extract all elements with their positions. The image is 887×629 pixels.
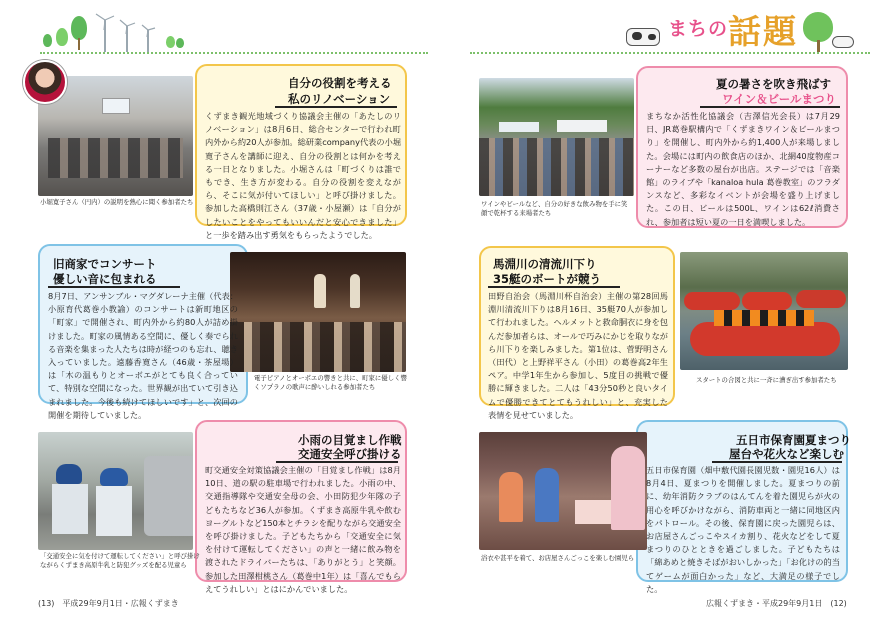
article-photo	[38, 432, 193, 550]
section-title-prefix: まちの	[668, 18, 729, 40]
article-kicker: 自分の役割を考える	[288, 76, 392, 90]
article-body: 8月7日、アンサンブル・マグダレーナ主催（代表：小原育代葛巻小教諭）のコンサートは新町地区の「町家」で開催され、町内外から約80人が詰め掛けました。町家の風情ある空間に、優しく奏でられる音楽を集まった人たちは時が経つのも忘れ、聴き入っていました。遠藤香寛さん（46歳・茶屋場）は「木の温もりとオーボエがとても良く合っていて、特別な空間になった。世界観が出ていて引き込まれました。今後も続けてほしいです」と、次回の開催を期待していました。	[48, 291, 238, 420]
article-body: 町交通安全対策協議会主催の「目覚まし作戦」は8月10日、道の駅の駐車場で行われました。小雨の中、交通指導隊や交通安全母の会、小田防犯少年隊の子どもたちなど36人が参加。くずまき高原牛乳や飲むヨーグルトなど150本とチラシを配りながら交通安全を呼び掛けました。子どもたちから「交通安全に気を付けて運転してください」の声と一緒に飲み物を渡されたドライバーたちは、「ありがとう」と笑顔。参加した田澤柑桃さん（葛巻中1年）は「喜んでもらえてうれしい」とはにかんでいました。	[205, 465, 401, 594]
headline-underline	[488, 286, 620, 288]
article-kicker: 旧商家でコンサート	[53, 257, 157, 271]
section-title: 話題	[728, 12, 798, 51]
article-caption: 浴衣や甚平を着て、お店屋さんごっこを楽しむ園児ら	[481, 554, 635, 562]
headline-underline	[276, 461, 398, 463]
speaker-portrait	[23, 60, 67, 104]
header-divider-right	[470, 52, 870, 54]
header-divider-left	[40, 52, 428, 54]
headline-underline	[275, 106, 397, 108]
article-kicker: 夏の暑さを吹き飛ばす	[716, 77, 831, 91]
page-footer-left: (13) 平成29年9月1日・広報くずまき	[38, 599, 179, 608]
headline-underline	[48, 286, 180, 288]
article-caption: 電子ピアノとオーボエの響きと共に、町家に優しく響くソプラノの歌声に酔いしれる参加者たち	[254, 374, 407, 391]
article-headline: 優しい音に包まれる	[53, 272, 157, 286]
article-kicker: 小雨の目覚まし作戦	[298, 433, 402, 447]
article-photo	[680, 252, 848, 370]
page-footer-right: 広報くずまき・平成29年9月1日 (12)	[706, 599, 847, 608]
article-headline: 交通安全呼び掛ける	[298, 447, 402, 461]
article-photo	[230, 252, 406, 372]
article-headline: 35艇のボートが競う	[493, 272, 602, 286]
article-kicker: 馬淵川の清流川下り	[493, 257, 597, 271]
article-body: 田野自治会（馬淵川杯自治会）主催の第28回馬淵川清流川下りは8月16日、35艇70人が参加して行われました。ヘルメットと救命胴衣に身を包んだ参加者らは、オールで巧みにかじを取りながら川下りを楽しみました。第1位は、菅野明さん（田代）と上野祥平さん（小田）の葛巻高2年生ペア。中学1年生から参加し、5度目の挑戦で優勝に輝きました。二人は「43分50秒と良いタイムで優勝できてとてもうれしい」と、充実した表情を見せていました。	[488, 291, 668, 420]
article-headline: ワイン＆ビールまつり	[722, 92, 836, 106]
article-kicker: 五日市保育園夏まつり	[736, 433, 851, 447]
article-body: 五日市保育園（畑中敷代園長園児数・園児16人）は8月4日、夏まつりを開催しました。夏まつりの前に、幼年消防クラブのはんてんを着た園児らが火の用心を呼びかけながら、消防車両と一緒に同地区内をパトロール。その後、保育園に戻った園児らは、お店屋さんごっこやスイカ割り、花火などをして夏まつりのひとときを過ごしました。子どもたちは「綿あめと焼きそばがおいしかった」「お化けの的当てゲームが面白かった」など、大満足の様子でした。	[646, 465, 840, 594]
article-photo	[479, 78, 634, 196]
article-caption: 「交通安全に気を付けて運転してください」と呼び掛けながらくずまき高原牛乳と防犯グッズを配る児童ら	[40, 552, 200, 569]
article-caption: スタートの合図と共に一斉に漕ぎ出す参加者たち	[696, 376, 837, 384]
article-body: くずまき観光地域づくり協議会主催の「あたしのリノベーション」は8月6日、総合センターで行われ町内外から約20人が参加。総研業company代表の小堀寛子さんを講師に迎え、自分の役割とは何かを考える一日となりました。小堀さんは「町づくりは誰でもでき、生き方が変わる。自分の役割を変えながら、そこに気が付いてほしい」と呼び掛けました。参加した高橋則江さん（37歳・小屋瀬）は「自分がしたいことをやってもいいんだと安心できました」と一歩を踏み出す勇気をもらったようでした。	[205, 111, 401, 240]
article-caption: ワインやビールなど、自分の好きな飲み物を手に笑顔で乾杯する来場者たち	[481, 200, 628, 217]
headline-underline	[712, 461, 842, 463]
article-body: まちなか活性化協議会（吉澤信光会長）は7月29日、JR葛巻駅構内で「くずまきワイン＆ビールまつり」を開催し、町内外から約1,400人が来場しました。会場には町内の飲食店のほか、北網40度物産コーナーなど多数の屋台が出店。ステージでは「音楽館」のライブや「kanaloa hula 葛巻教室」のフラダンスなど、多彩なイベントが会場を盛り上げました。この日、ビールは500L、ワインは62ℓ消費され、参加者は短い夏の一日を満喫しました。	[646, 111, 840, 227]
headline-underline	[700, 106, 840, 108]
article-photo	[479, 432, 647, 550]
article-caption: 小堀寛子さん（円内）の説明を熱心に聞く参加者たち	[40, 198, 194, 206]
article-headline: 私のリノベーション	[288, 92, 391, 106]
article-headline: 屋台や花火など楽しむ	[729, 447, 844, 461]
